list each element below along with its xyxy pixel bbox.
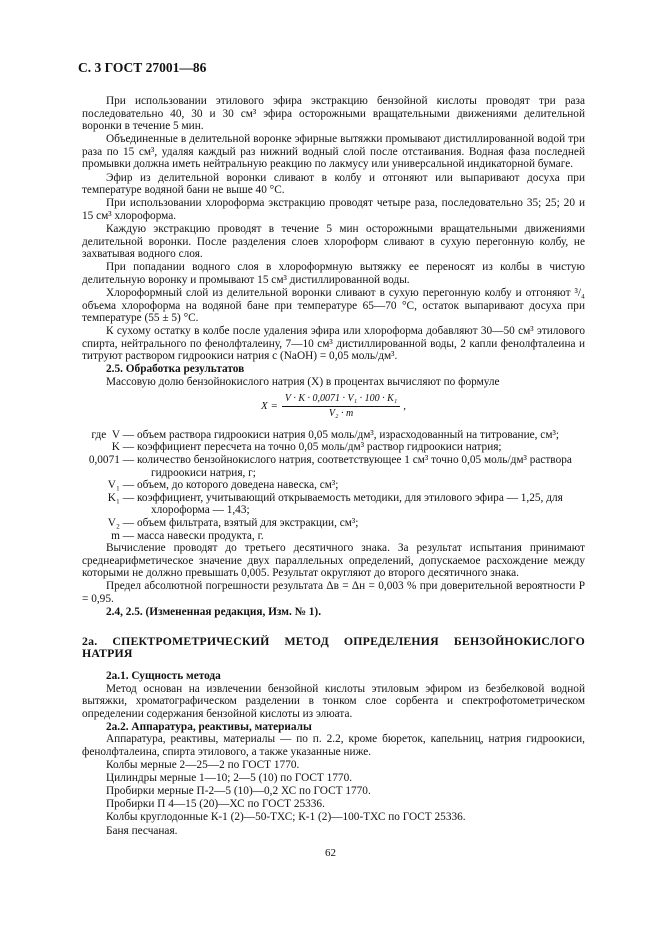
paragraph-method-essence: Метод основан на извлечении бензойной кислоты этиловым эфиром из безбелковой водной вытяжки, хроматографическом разделении в тонком слое сорбента и спектрофотометрическом определении содержания бензойной кислоты из элюата. xyxy=(82,682,585,720)
paragraph-ether-extraction: При использовании этилового эфира экстракцию бензойной кислоты проводят три раза последовательно 40, 30 и 30 см³ эфира осторожными вращательными движениями делительной воронки в течение 5 мин. xyxy=(82,95,585,133)
formula-numerator: V · K · 0,0071 · V₁ · 100 · K₁ xyxy=(282,393,400,408)
definitions-list xyxy=(82,429,585,542)
document-body xyxy=(82,95,585,838)
definition-symbol: K — xyxy=(111,441,134,454)
paragraph-titration: К сухому остатку в колбе после удаления эфира или хлороформа добавляют 30—50 см³ этилового спирта, нейтрального по фенолфталеину, 7—10 см³ дистиллированной воды, 2 капли фенолфталеина и титруют раствором гидроокиси натрия c (NaOH) = 0,05 моль/дм³. xyxy=(82,325,585,363)
paragraph-equipment: Аппаратура, реактивы, материалы — по п. 2.2, кроме бюреток, капельниц, натрия гидроокиси, фенолфталеина, спирта этилового, а также указанные ниже. xyxy=(82,733,585,758)
definition-symbol: m — xyxy=(111,529,134,542)
definition-text: коэффициент, учитывающий открываемость методики, для этилового эфира — 1,25, для xyxy=(137,491,563,504)
paragraph-extraction-procedure: Каждую экстракцию проводят в течение 5 мин осторожными вращательными движениями делительной воронки. После разделения слоев хлороформ сливают в сухую перегонную колбу, не захватывая водного слоя. xyxy=(82,222,585,261)
list-item: Колбы мерные 2—25—2 по ГОСТ 1770. xyxy=(106,759,300,772)
definition-symbol: K₁ — xyxy=(107,491,134,504)
definition-symbol: V₁ — xyxy=(107,479,134,492)
formula-lhs: X = xyxy=(261,400,278,413)
formula-denominator: V₂ · m xyxy=(328,408,354,420)
definition-symbol xyxy=(82,429,137,442)
paragraph-chloroform-extraction: При использовании хлороформа экстракцию проводят четыре раза, последовательно 35; 25; 20 и 15 см³ хлороформа. xyxy=(82,197,585,222)
section-2a-title: 2а. СПЕКТРОМЕТРИЧЕСКИЙ МЕТОД ОПРЕДЕЛЕНИЯ БЕНЗОЙНОКИСЛОГО НАТРИЯ xyxy=(82,633,585,661)
definition-item xyxy=(82,454,585,479)
definition-prefix: где xyxy=(91,428,107,441)
page-number: 62 xyxy=(325,847,336,859)
definition-continuation: гидроокиси натрия, г; xyxy=(151,466,256,479)
definition-text-block xyxy=(137,454,585,479)
paragraph-calculation: Вычисление проводят до третьего десятичного знака. За результат испытания принимают среднеарифметическое значение двух параллельных определений, допускаемое расхождение между которыми не должно превышать 0,005. Результат округляют до второго десятичного знака. xyxy=(82,542,585,580)
definition-symbol: V₂ — xyxy=(107,517,134,529)
subheading-2a-1: 2а.1. Сущность метода xyxy=(106,669,221,682)
formula xyxy=(82,393,585,421)
page-header: С. 3 ГОСТ 27001—86 xyxy=(78,60,207,75)
formula-tail: , xyxy=(403,400,406,413)
definition-item xyxy=(82,429,585,442)
paragraph-formula-intro: Массовую долю бензойнокислого натрия (X) в процентах вычисляют по формуле xyxy=(106,376,500,389)
definition-symbol-text: V — xyxy=(111,428,134,441)
list-item: Цилиндры мерные 1—10; 2—5 (10) по ГОСТ 1770. xyxy=(106,772,353,785)
paragraph-chloroform-distill: Хлороформный слой из делительной воронки сливают в сухую перегонную колбу и отгоняют ³/₄ объема хлороформа на водяной бане при температуре 65—70 °С, остаток выпаривают досуха при температуре (55 ± 5) °С. xyxy=(82,286,585,325)
list-item: Баня песчаная. xyxy=(106,824,178,837)
definition-continuation: хлороформа — 1,43; xyxy=(151,504,250,517)
definition-text: объем, до которого доведена навеска, см³; xyxy=(137,479,339,492)
paragraph-error-limit: Предел абсолютной погрешности результата Δв = Δн = 0,003 % при доверительной вероятности P = 0,95. xyxy=(82,580,585,606)
definition-text: коэффициент пересчета на точно 0,05 моль/дм³ раствор гидроокиси натрия; xyxy=(137,441,502,454)
definition-text: объем раствора гидроокиси натрия 0,05 моль/дм³, израсходованный на титрование, см³; xyxy=(137,428,559,441)
paragraph-water-layer: При попадании водного слоя в хлороформную вытяжку ее переносят из колбы в чистую делительную воронку и промывают 15 см³ дистиллированной воды. xyxy=(82,261,585,286)
paragraph-ether-evaporation: Эфир из делительной воронки сливают в колбу и отгоняют или выпаривают досуха при температуре водяной бани не выше 40 °С. xyxy=(82,171,585,197)
formula-fraction xyxy=(282,393,400,421)
subheading-2-5: 2.5. Обработка результатов xyxy=(106,363,245,376)
definition-item xyxy=(82,517,585,530)
list-item: Пробирки П 4—15 (20)—ХС по ГОСТ 25336. xyxy=(106,798,325,811)
list-item: Колбы круглодонные К-1 (2)—50-ТХС; К-1 (2)—100-ТХС по ГОСТ 25336. xyxy=(106,811,466,824)
definition-item xyxy=(82,530,585,543)
definition-item xyxy=(82,492,585,517)
subheading-2a-2: 2а.2. Аппаратура, реактивы, материалы xyxy=(106,720,312,733)
definition-symbol: 0,0071 — xyxy=(88,454,134,467)
definition-item xyxy=(82,479,585,492)
paragraph-washing: Объединенные в делительной воронке эфирные вытяжки промывают дистиллированной водой три раза по 15 см³, удаляя каждый раз нижний водный слой после отстаивания. Водная фаза последней промывки должна иметь нейтральную реакцию по лакмусу или универсальной индикаторной бумаге. xyxy=(82,133,585,171)
definition-text: масса навески продукта, г. xyxy=(137,529,264,542)
definition-text-block xyxy=(137,492,585,517)
definition-text: количество бензойнокислого натрия, соответствующее 1 см³ точно 0,05 моль/дм³ раствора xyxy=(137,454,572,467)
list-item: Пробирки мерные П-2—5 (10)—0,2 ХС по ГОСТ 1770. xyxy=(106,785,371,798)
definition-item xyxy=(82,441,585,454)
paragraph-amendment: 2.4, 2.5. (Измененная редакция, Изм. № 1). xyxy=(106,606,322,619)
definition-text: объем фильтрата, взятый для экстракции, см³; xyxy=(137,517,359,529)
